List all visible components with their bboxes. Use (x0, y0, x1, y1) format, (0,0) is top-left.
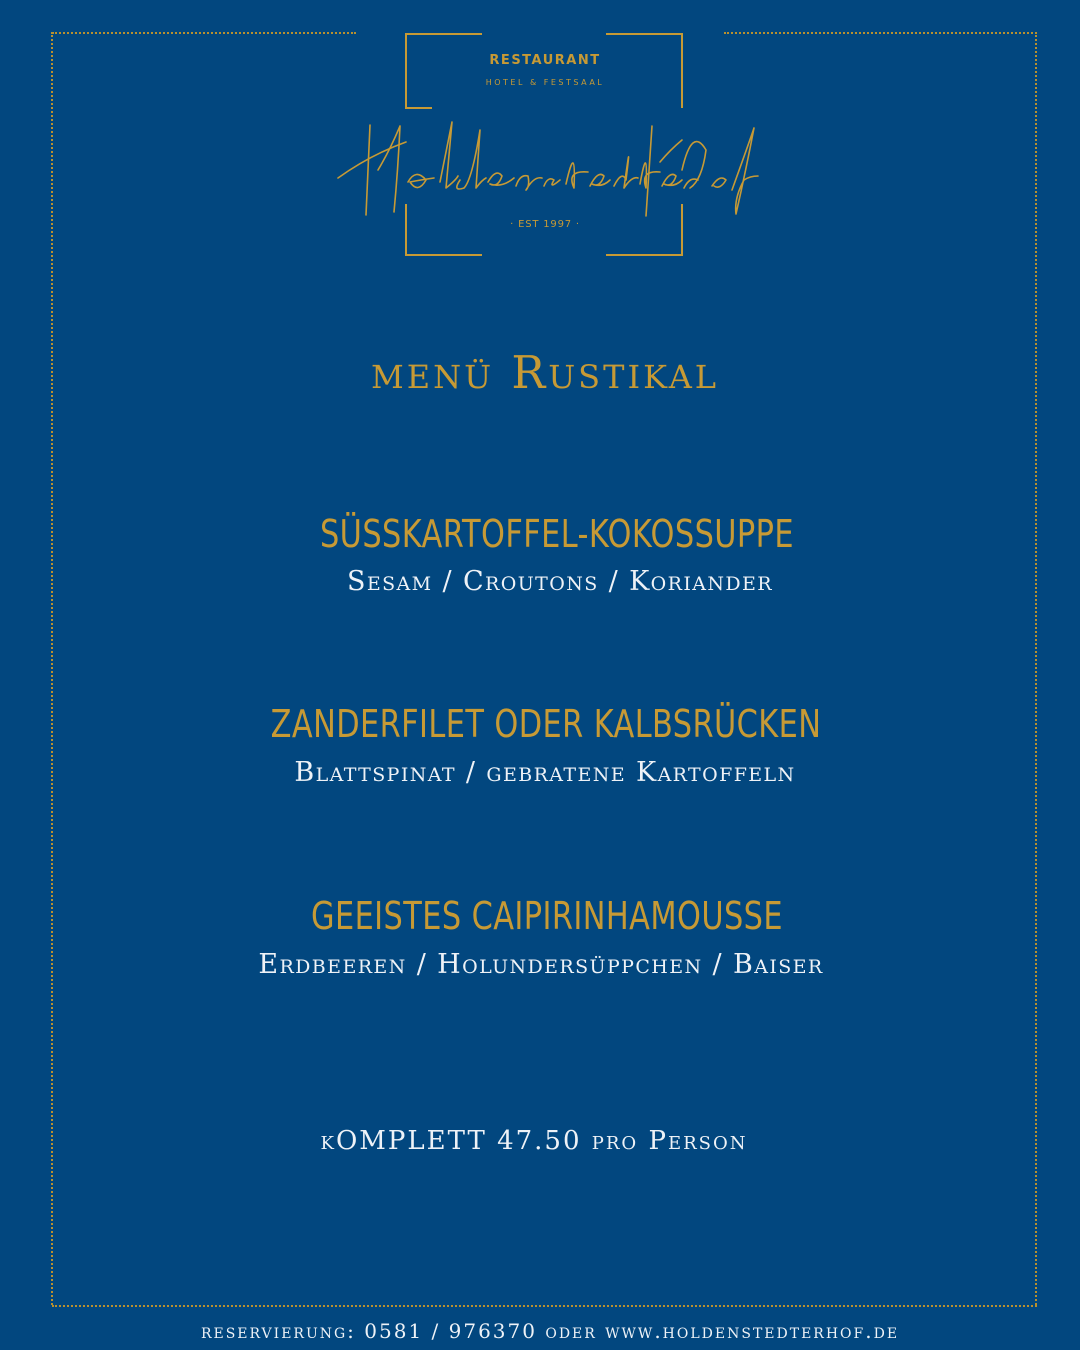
logo-script-signature (338, 122, 758, 216)
frame-border-top-left (52, 32, 356, 34)
frame-border-right (1035, 32, 1037, 1305)
menu-price: kOMPLETT 47.50 pro Person (320, 1126, 748, 1156)
logo-subtitle: HOTEL & FESTSAAL (485, 78, 605, 87)
logo-established: · EST 1997 · (510, 219, 580, 230)
frame-border-left (51, 32, 53, 1305)
reservation-footer: reservierung: 0581 / 976370 oder www.holdenstedterhof.de (200, 1319, 900, 1343)
course-3-description: Erdbeeren / Holundersüppchen / Baiser (258, 949, 824, 980)
course-2-name: ZANDERFILET ODER KALBSRÜCKEN (270, 702, 822, 746)
frame-border-top-right (724, 32, 1037, 34)
course-2-description: Blattspinat / gebratene Kartoffeln (294, 757, 796, 788)
restaurant-logo (330, 30, 760, 262)
course-1-description: Sesam / Croutons / Koriander (346, 566, 774, 597)
frame-border-bottom (52, 1305, 1037, 1307)
menu-title: menü Rustikal (370, 346, 720, 399)
logo-restaurant-label: RESTAURANT (489, 53, 601, 68)
course-3-name: GEEISTES CAIPIRINHAMOUSSE (311, 894, 783, 938)
course-1-name: SÜSSKARTOFFEL-KOKOSSUPPE (319, 512, 795, 556)
